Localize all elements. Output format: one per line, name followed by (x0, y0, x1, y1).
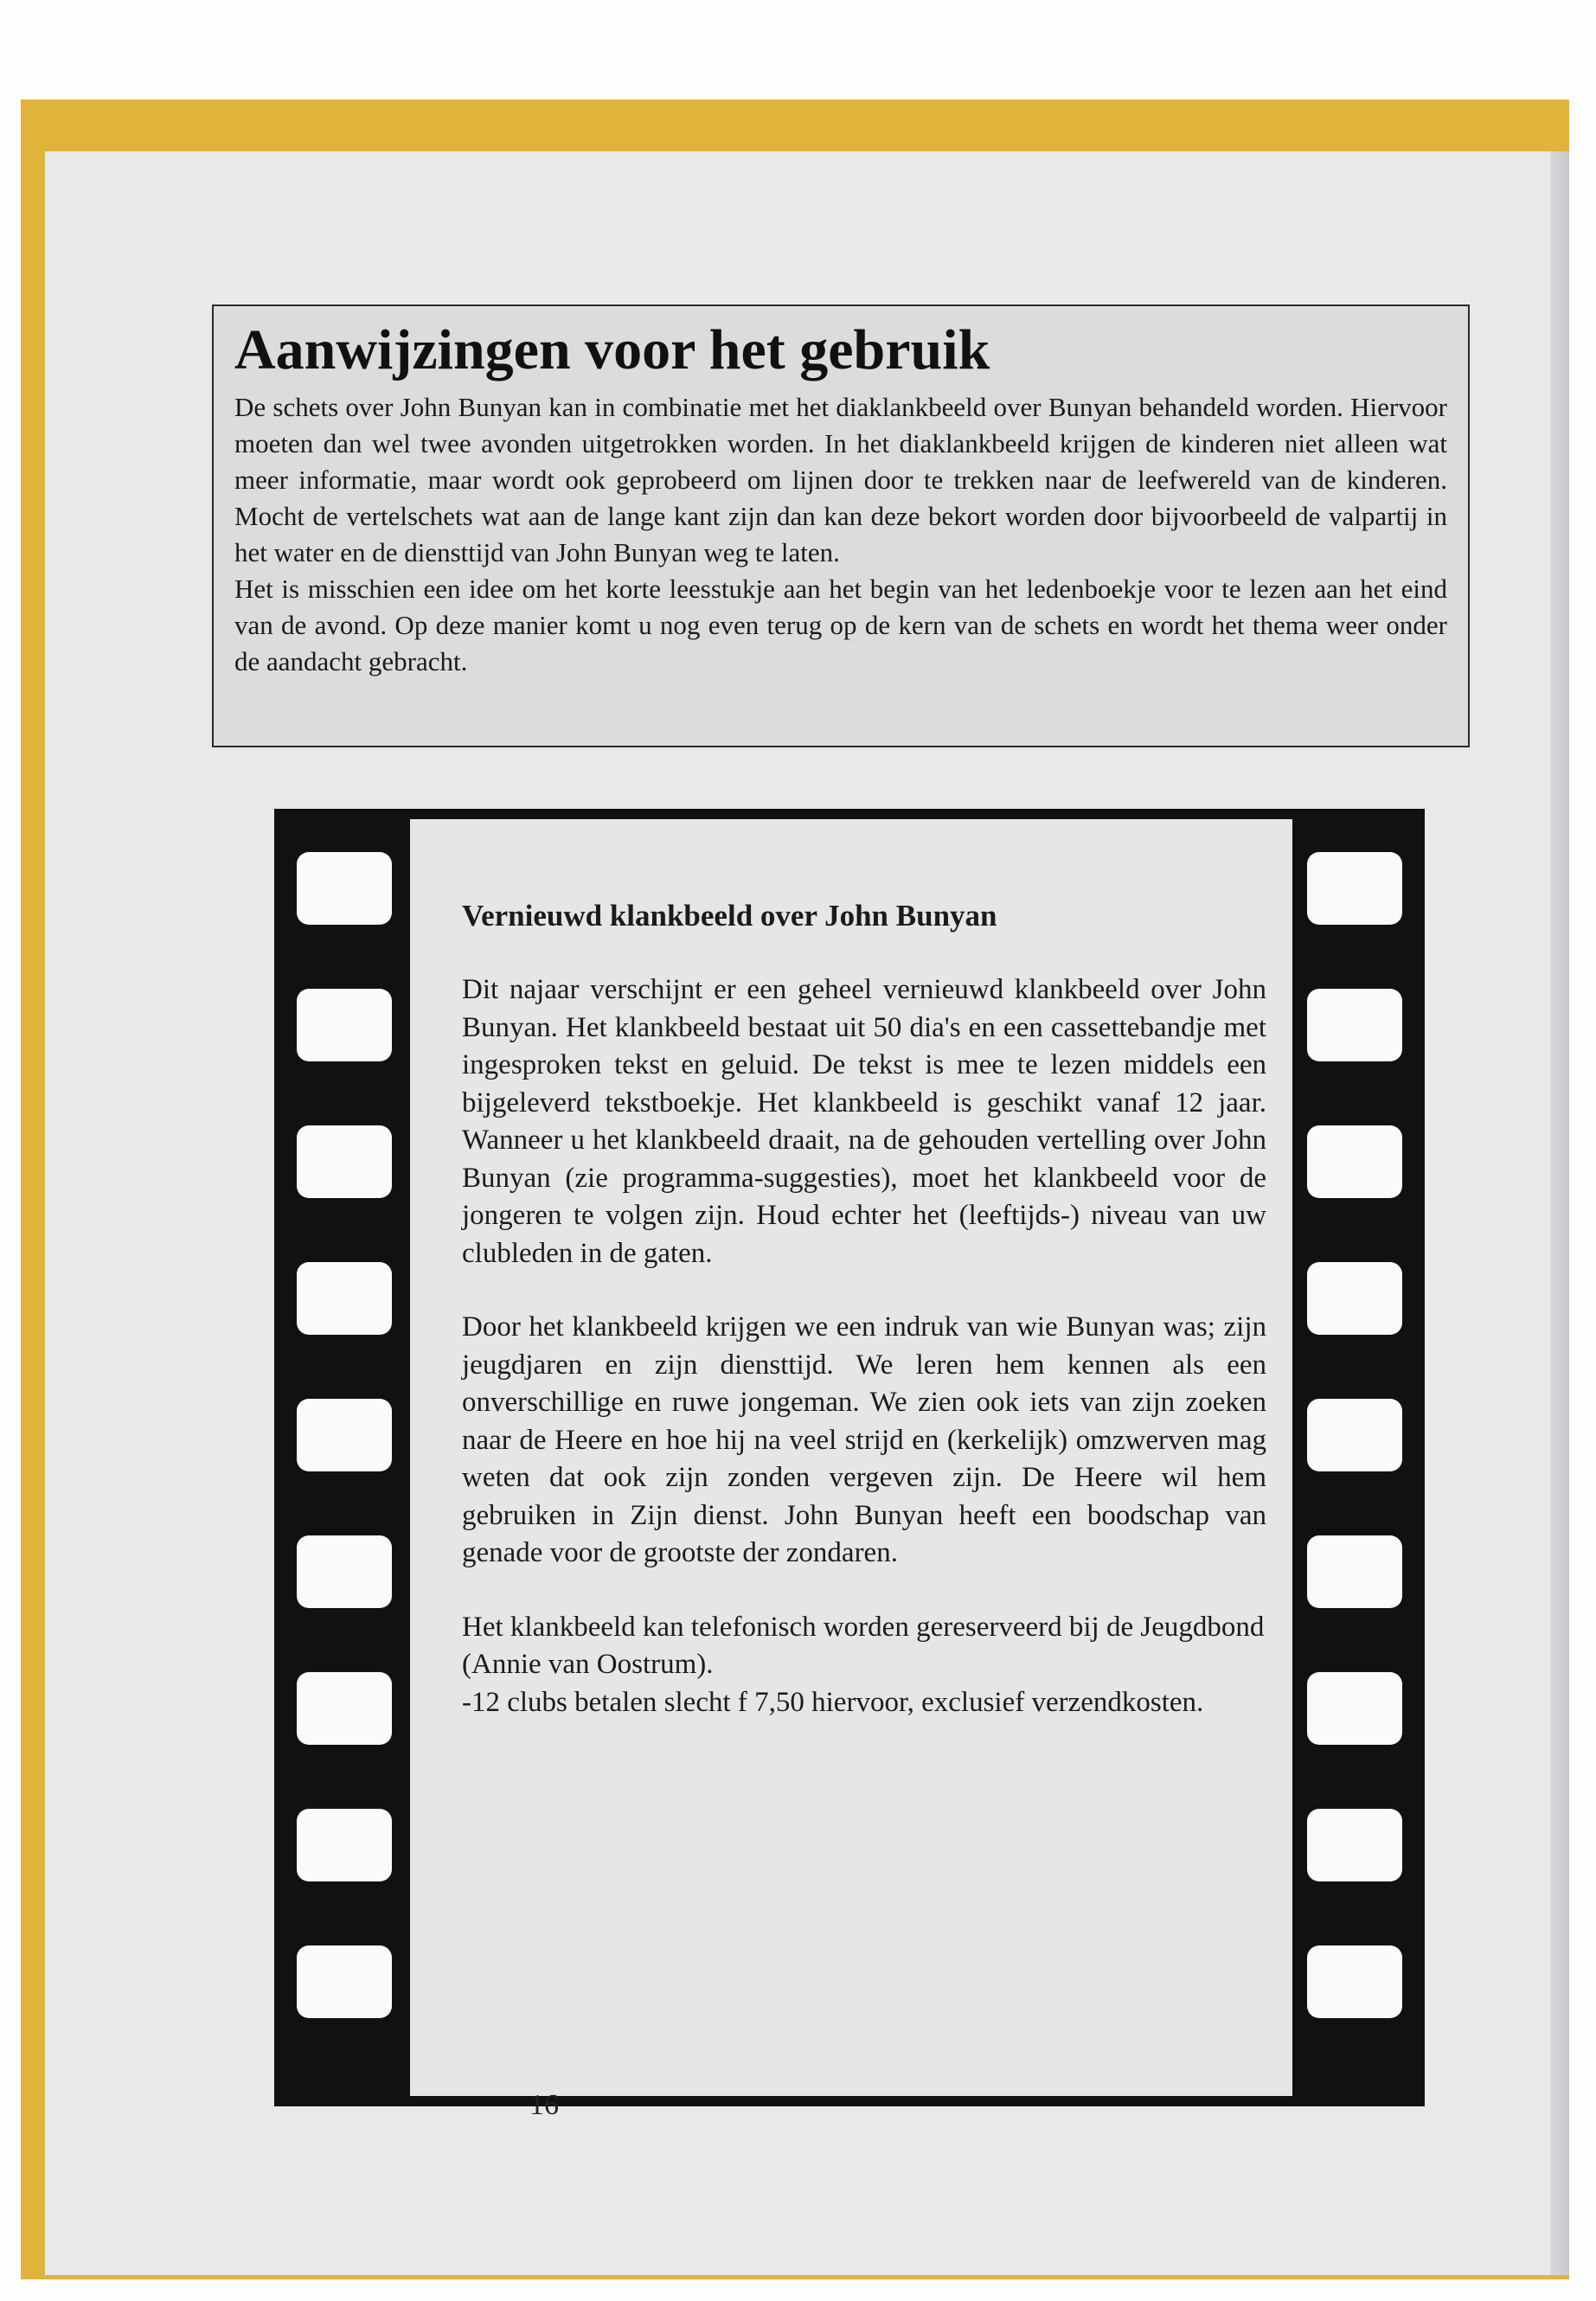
page-edge-shadow (1550, 151, 1569, 2275)
sprocket-hole (297, 1535, 392, 1608)
sprocket-hole (1307, 1125, 1402, 1198)
sprocket-hole (1307, 989, 1402, 1061)
instructions-box (212, 304, 1470, 747)
filmstrip-paragraph-1: Dit najaar verschijnt er een geheel vernieuwd klankbeeld over John Bunyan. Het klankbeeld bestaat uit 50 dia's en een cassettebandje met ingesproken tekst en geluid. De tekst is mee te lezen middels een bijgeleverd tekstboekje. Het klankbeeld is geschikt vanaf 12 jaar. Wanneer u het klankbeeld draait, na de gehouden vertelling over John Bunyan (zie programma-suggesties), moet het klankbeeld voor de jongeren te volgen zijn. Houd echter het (leeftijds-) niveau van uw clubleden in de gaten. (462, 974, 1266, 1269)
instructions-title: Aanwijzingen voor het gebruik (234, 318, 990, 381)
sprocket-hole (297, 989, 392, 1061)
filmstrip-frame (274, 809, 1425, 2106)
sprocket-hole (297, 1672, 392, 1745)
sprocket-hole (297, 1945, 392, 2018)
page-number: 16 (529, 2089, 559, 2121)
filmstrip-paragraph-2: Door het klankbeeld krijgen we een indruk van wie Bunyan was; zijn jeugdjaren en zijn diensttijd. We leren hem kennen als een onverschillige en ruwe jongeman. We zien ook iets van zijn zoeken naar de Heere en hoe hij na veel strijd en (kerkelijk) omzwerven mag weten dat ook zijn zonden vergeven zijn. De Heere wil hem gebruiken in Zijn dienst. John Bunyan heeft een boodschap van genade voor de grootste der zondaren. (462, 1311, 1266, 1568)
instructions-paragraph-2: Het is misschien een idee om het korte leesstukje aan het begin van het ledenboekje voor te lezen aan het eind van de avond. Op deze manier komt u nog even terug op de kern van de schets en wordt het thema weer onder de aandacht gebracht. (234, 574, 1447, 676)
sprocket-hole (297, 852, 392, 925)
filmstrip-holes-right (1307, 852, 1402, 2063)
sprocket-hole (297, 1262, 392, 1335)
instructions-paragraph-1: De schets over John Bunyan kan in combinatie met het diaklankbeeld over Bunyan behandeld worden. Hiervoor moeten dan wel twee avonden uitgetrokken worden. In het diaklankbeeld krijgen de kinderen niet alleen wat meer informatie, maar wordt ook geprobeerd om lijnen door te trekken naar de leefwereld van de kinderen. Mocht de vertelschets wat aan de lange kant zijn dan kan deze bekort worden door bijvoorbeeld de valpartij in het water en de diensttijd van John Bunyan weg te laten. (234, 392, 1447, 567)
instructions-body (234, 389, 1447, 680)
filmstrip-holes-left (297, 852, 392, 2063)
filmstrip-title: Vernieuwd klankbeeld over John Bunyan (462, 899, 997, 933)
sprocket-hole (1307, 1809, 1402, 1881)
sprocket-hole (297, 1125, 392, 1198)
book-page (45, 151, 1569, 2275)
sprocket-hole (1307, 1399, 1402, 1471)
sprocket-hole (1307, 1672, 1402, 1745)
sprocket-hole (1307, 1262, 1402, 1335)
sprocket-hole (1307, 1945, 1402, 2018)
filmstrip-paragraph-4: -12 clubs betalen slecht f 7,50 hiervoor, exclusief verzendkosten. (462, 1686, 1204, 1718)
filmstrip-content-frame (410, 819, 1292, 2096)
sprocket-hole (1307, 1535, 1402, 1608)
sprocket-hole (297, 1809, 392, 1881)
filmstrip-paragraph-3: Het klankbeeld kan telefonisch worden gereserveerd bij de Jeugdbond (Annie van Oostrum). (462, 1611, 1265, 1680)
sprocket-hole (297, 1399, 392, 1471)
sprocket-hole (1307, 852, 1402, 925)
filmstrip-content (462, 897, 1266, 1758)
